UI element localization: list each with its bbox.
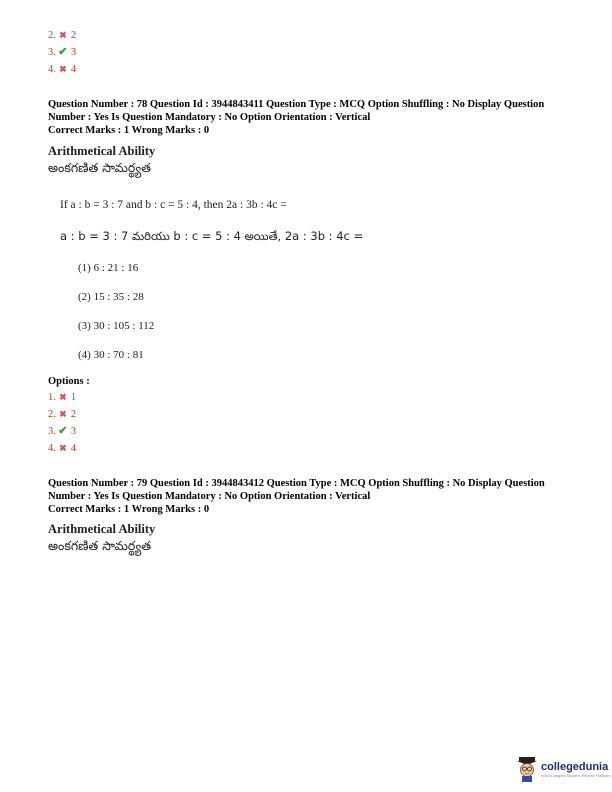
prev-option-3 — [48, 45, 76, 60]
option-number: 1. — [48, 392, 56, 403]
student-mascot-icon — [516, 756, 538, 782]
q78-options-label: Options : — [48, 376, 90, 387]
option-number: 3. — [48, 426, 56, 437]
q78-subject-en: Arithmetical Ability — [48, 144, 156, 158]
q79-subject-en: Arithmetical Ability — [48, 522, 156, 536]
option-number: 4. — [48, 64, 56, 75]
option-number: 2. — [48, 30, 56, 41]
q78-choice-2: (2) 15 : 35 : 28 — [78, 291, 144, 303]
option-number: 3. — [48, 47, 56, 58]
logo-tagline: India's largest Student Review Platform — [541, 772, 611, 778]
option-value: 4 — [70, 64, 77, 75]
q79-marks: Correct Marks : 1 Wrong Marks : 0 — [48, 504, 210, 515]
check-icon: ✔ — [58, 425, 68, 437]
q79-header-line1: Question Number : 79 Question Id : 3944843412 Question Type : MCQ Option Shuffling : No Display Question — [48, 478, 545, 489]
q79-subject-te: అంకగణిత సామర్థ్యత — [48, 538, 151, 553]
q78-question-en: If a : b = 3 : 7 and b : c = 5 : 4, then 2a : 3b : 4c = — [60, 199, 287, 211]
option-value: 2 — [70, 30, 77, 41]
q78-choice-4: (4) 30 : 70 : 81 — [78, 349, 144, 361]
q78-option-2 — [48, 407, 76, 422]
option-value: 3 — [70, 47, 77, 58]
prev-option-2 — [48, 28, 76, 43]
q78-header — [48, 98, 588, 137]
prev-option-4 — [48, 62, 76, 77]
q78-option-3 — [48, 424, 76, 439]
collegedunia-logo[interactable] — [516, 756, 611, 782]
q78-header-line1: Question Number : 78 Question Id : 3944843411 Question Type : MCQ Option Shuffling : No Display Question — [48, 99, 545, 110]
q78-question-te: a : b = 3 : 7 మరియు b : c = 5 : 4 అయితే, 2a : 3b : 4c = — [60, 229, 364, 243]
logo-name: collegedunia — [541, 760, 609, 773]
logo-text — [541, 761, 611, 778]
cross-icon: ✖ — [59, 409, 67, 419]
q79-header — [48, 477, 588, 516]
cross-icon: ✖ — [59, 64, 67, 74]
q78-header-line2: Number : Yes Is Question Mandatory : No Option Orientation : Vertical — [48, 112, 371, 123]
q78-option-1 — [48, 390, 76, 405]
option-value: 4 — [70, 443, 77, 454]
cross-icon: ✖ — [59, 392, 67, 402]
q78-option-4 — [48, 441, 76, 456]
q78-marks: Correct Marks : 1 Wrong Marks : 0 — [48, 125, 210, 136]
cross-icon: ✖ — [59, 30, 67, 40]
q78-choice-3: (3) 30 : 105 : 112 — [78, 320, 155, 332]
cross-icon: ✖ — [59, 443, 67, 453]
option-number: 2. — [48, 409, 56, 420]
check-icon: ✔ — [58, 46, 68, 58]
q78-choice-1: (1) 6 : 21 : 16 — [78, 262, 139, 274]
q78-subject-te: అంకగణిత సామర్థ్యత — [48, 160, 151, 175]
option-value: 2 — [70, 409, 77, 420]
option-number: 4. — [48, 443, 56, 454]
option-value: 3 — [70, 426, 77, 437]
option-value: 1 — [70, 392, 77, 403]
q79-header-line2: Number : Yes Is Question Mandatory : No Option Orientation : Vertical — [48, 491, 371, 502]
